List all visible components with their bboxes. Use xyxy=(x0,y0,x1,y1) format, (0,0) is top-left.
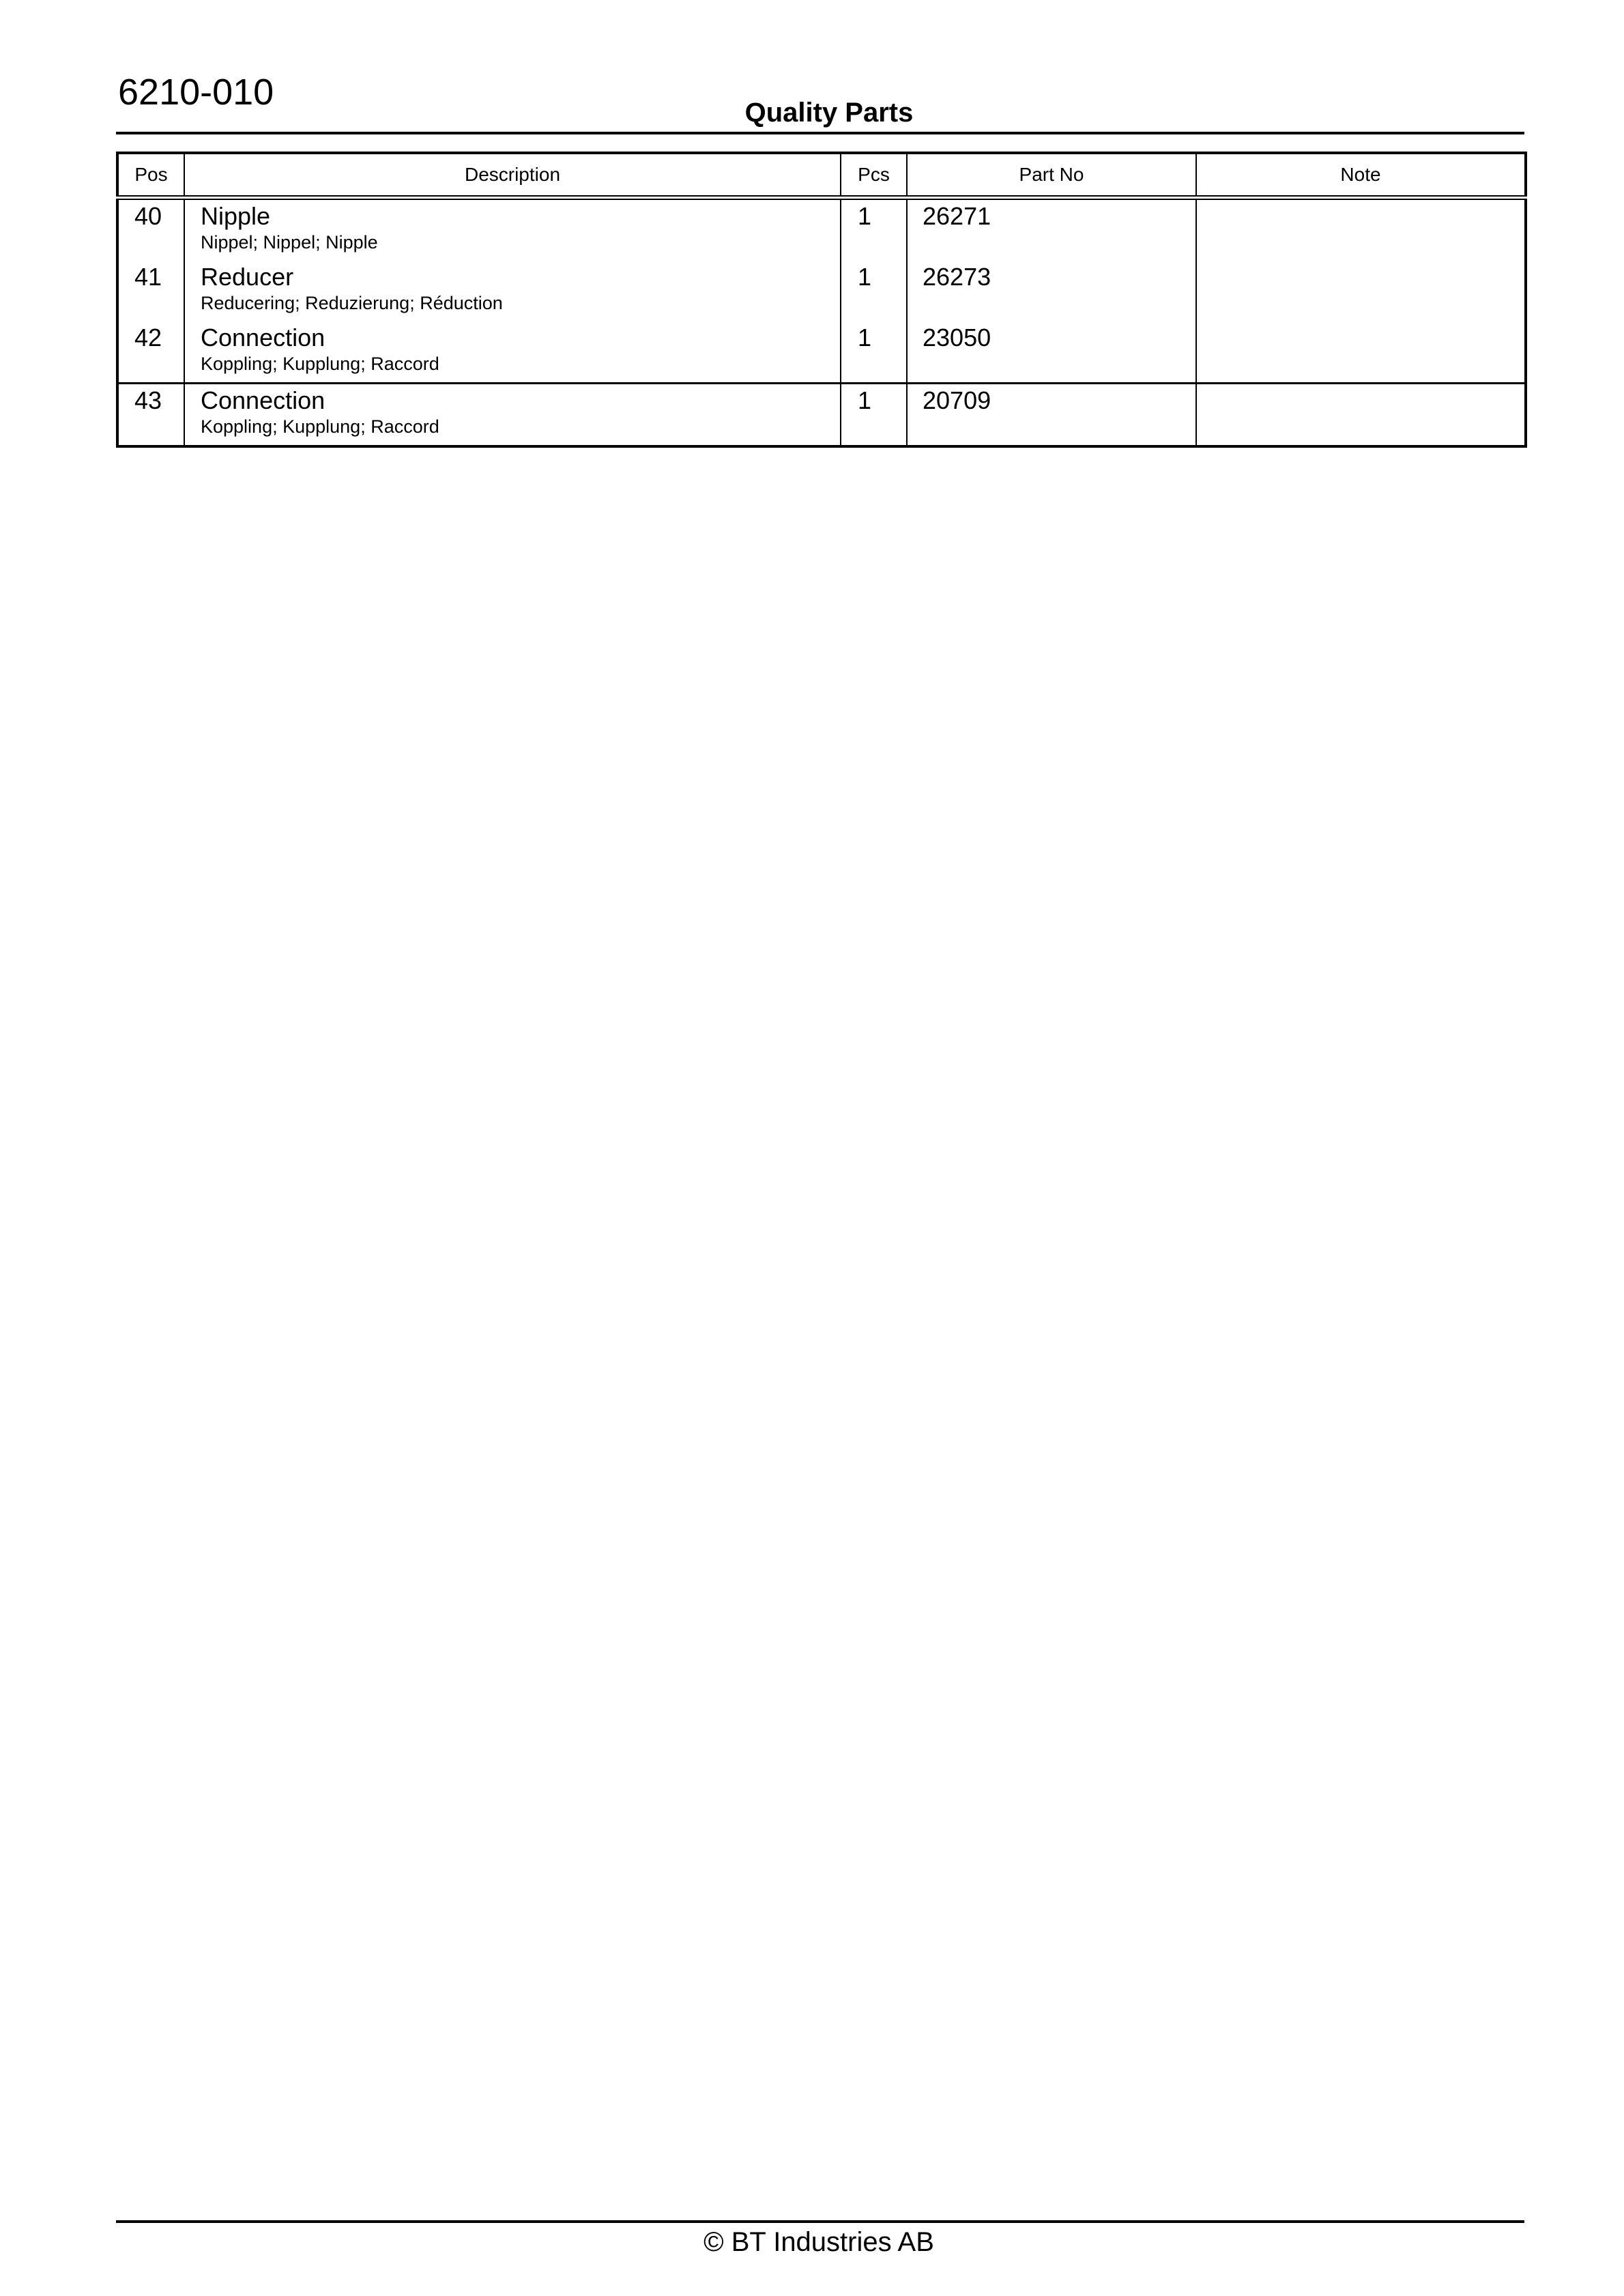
pcs-cell: 1 xyxy=(858,202,872,230)
column-header-pcs: Pcs xyxy=(841,153,907,198)
table-row xyxy=(117,321,1526,384)
document-number: 6210-010 xyxy=(118,72,274,113)
pcs-cell: 1 xyxy=(858,263,872,291)
pcs-cell: 1 xyxy=(858,386,872,414)
parts-table xyxy=(116,152,1527,448)
part-translations: Koppling; Kupplung; Raccord xyxy=(201,354,439,374)
part-translations: Koppling; Kupplung; Raccord xyxy=(201,416,439,437)
column-header-part-no: Part No xyxy=(907,153,1196,198)
pos-cell: 41 xyxy=(134,263,162,291)
column-header-note: Note xyxy=(1196,153,1526,198)
part-number-cell: 23050 xyxy=(923,324,991,351)
header-divider xyxy=(116,132,1524,134)
part-translations: Nippel; Nippel; Nipple xyxy=(201,232,378,253)
pos-cell: 40 xyxy=(134,202,162,230)
pos-cell: 42 xyxy=(134,324,162,351)
part-name: Nipple xyxy=(201,202,271,230)
column-header-description: Description xyxy=(184,153,841,198)
part-number-cell: 26271 xyxy=(923,202,991,230)
part-name: Connection xyxy=(201,324,325,351)
part-number-cell: 26273 xyxy=(923,263,991,291)
column-header-pos: Pos xyxy=(117,153,184,198)
pos-cell: 43 xyxy=(134,386,162,414)
pcs-cell: 1 xyxy=(858,324,872,351)
table-row xyxy=(117,198,1526,261)
table-row xyxy=(117,261,1526,321)
part-translations: Reducering; Reduzierung; Réduction xyxy=(201,293,503,313)
table-header-row xyxy=(117,153,1526,198)
page-title: Quality Parts xyxy=(744,98,914,128)
part-name: Connection xyxy=(201,386,325,414)
table-row xyxy=(117,384,1526,447)
part-number-cell: 20709 xyxy=(923,386,991,414)
footer-divider xyxy=(116,2220,1524,2223)
part-name: Reducer xyxy=(201,263,294,291)
copyright-text: © BT Industries AB xyxy=(704,2227,934,2257)
